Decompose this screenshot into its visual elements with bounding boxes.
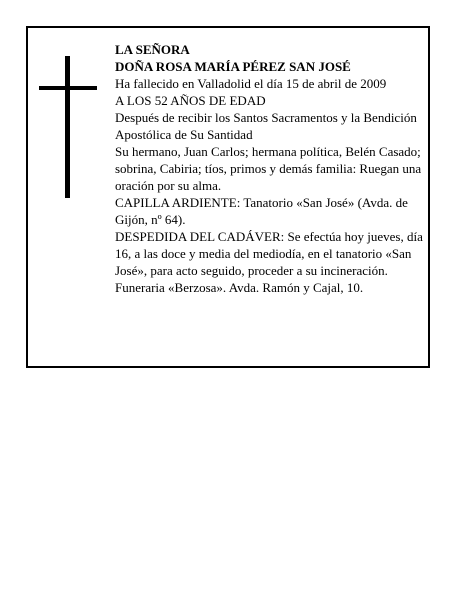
sacraments-paragraph: Después de recibir los Santos Sacramentos y la Bendición Apostólica de Su Santidad	[115, 110, 417, 142]
title-line: LA SEÑORA	[115, 42, 190, 57]
cross-horizontal-bar	[39, 86, 97, 90]
family-paragraph: Su hermano, Juan Carlos; hermana política, Belén Casado; sobrina, Cabiria; tíos, primos y demás familia: Ruegan una oración por su alma.	[115, 144, 422, 193]
notice-text	[115, 41, 429, 296]
funeral-home-line: Funeraria «Berzosa». Avda. Ramón y Cajal, 10.	[115, 280, 364, 295]
chapel-paragraph: CAPILLA ARDIENTE: Tanatorio «San José» (Avda. de Gijón, nº 64).	[115, 195, 408, 227]
cross-vertical-bar	[65, 56, 70, 198]
obituary-notice	[26, 26, 430, 368]
deceased-name: DOÑA ROSA MARÍA PÉREZ SAN JOSÉ	[115, 59, 351, 74]
farewell-paragraph: DESPEDIDA DEL CADÁVER: Se efectúa hoy jueves, día 16, a las doce y media del mediodía, en el tanatorio «San José», para acto seguido, proceder a su incineración.	[115, 229, 423, 278]
death-line: Ha fallecido en Valladolid el día 15 de abril de 2009	[115, 76, 387, 91]
age-line: A LOS 52 AÑOS DE EDAD	[115, 93, 266, 108]
